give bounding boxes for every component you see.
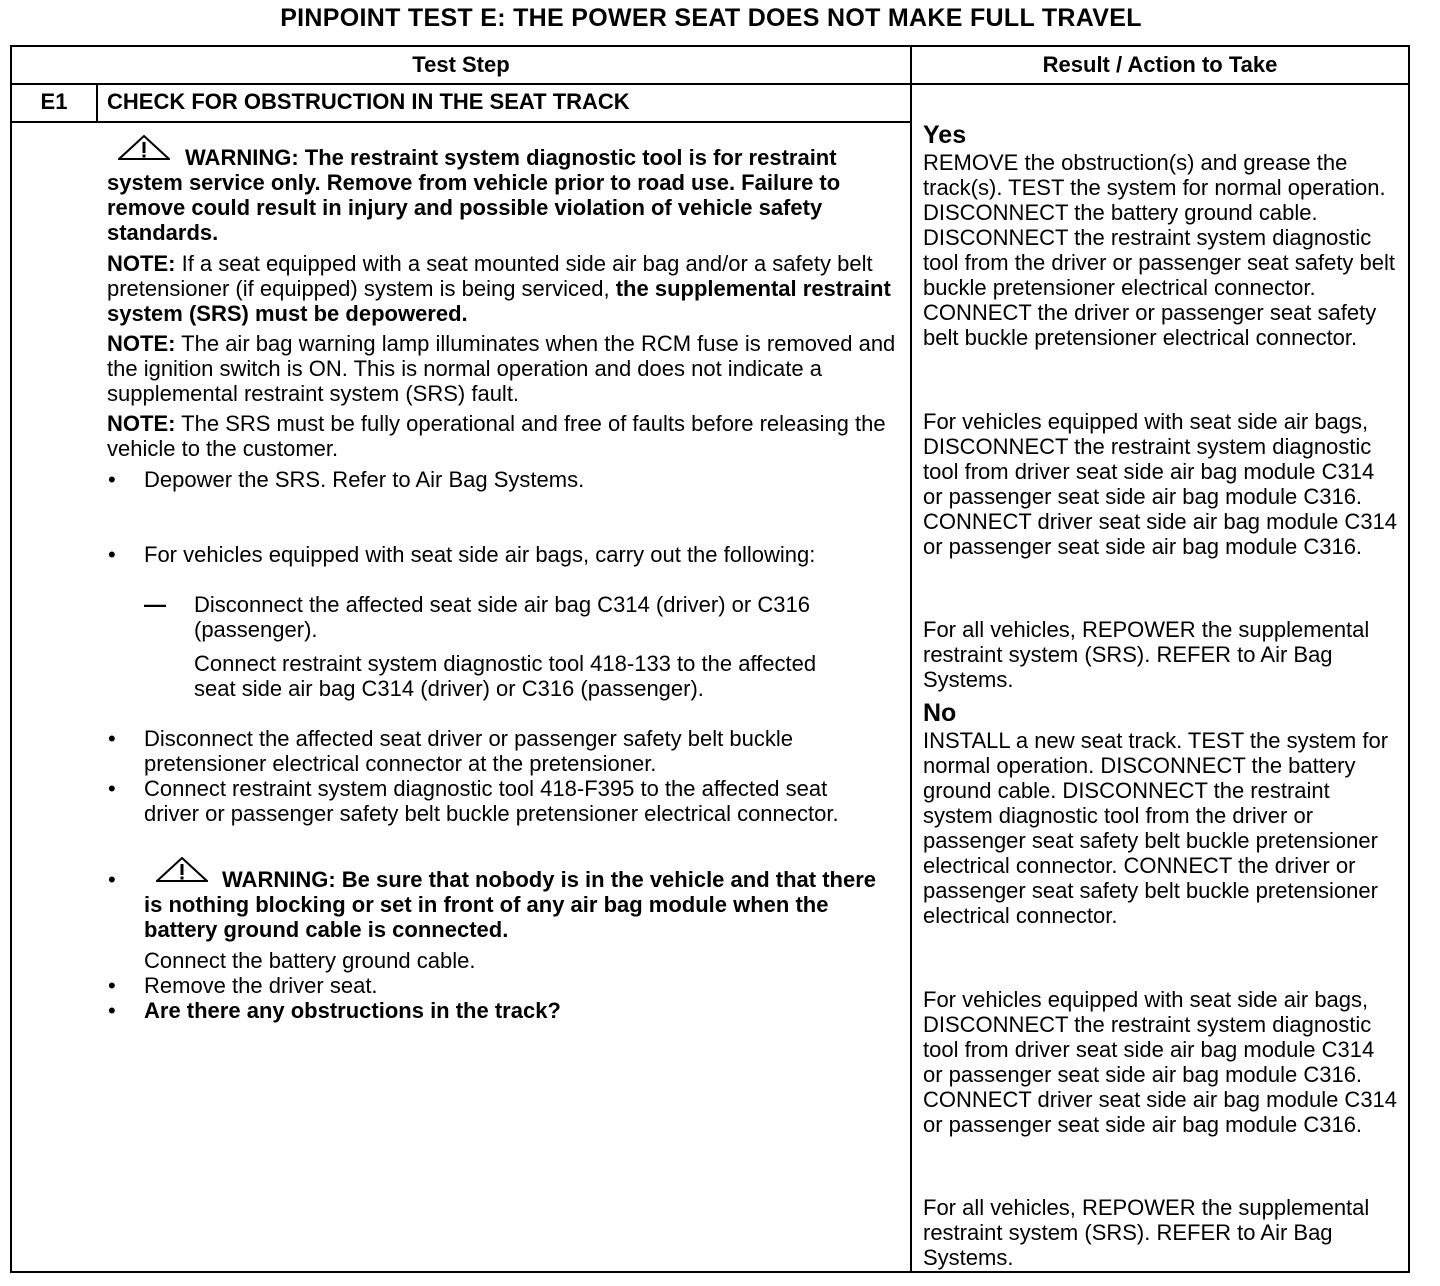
- note-1: [107, 251, 897, 326]
- note-2-text: The air bag warning lamp illuminates when the RCM fuse is removed and the ignition switch is ON. This is normal operation and does not indicate a supplemental restraint system (SRS) fault.: [107, 331, 896, 406]
- warning-2-label: WARNING:: [222, 867, 336, 892]
- bullet-3: Disconnect the affected seat driver or passenger safety belt buckle pretensioner electrical connector at the pretensioner.: [144, 726, 793, 776]
- bullet-mark: •: [108, 998, 116, 1023]
- step-heading-divider: [12, 121, 910, 123]
- note-3-label: NOTE:: [107, 411, 176, 436]
- bullet-mark: •: [108, 973, 116, 998]
- warning-1: [107, 145, 887, 245]
- warning-1-text: The restraint system diagnostic tool is for restraint system service only. Remove from vehicle prior to road use. Failure to remove could result in injury and possible violation of vehicle safety standards.: [107, 145, 841, 245]
- note-2: [107, 331, 897, 406]
- bullet-mark: •: [108, 726, 116, 751]
- bullet-mark: •: [108, 467, 116, 492]
- bullet-6: Remove the driver seat.: [144, 973, 378, 998]
- warning-2: [144, 867, 884, 942]
- yes-paragraph-1: REMOVE the obstruction(s) and grease the track(s). TEST the system for normal operation. DISCONNECT the battery ground cable. DISCONNECT the restraint system diagnostic tool from the driver or passenger seat safety belt buckle pretensioner electrical connector. CONNECT the driver or passenger seat safety belt buckle pretensioner electrical connector.: [923, 150, 1396, 350]
- step-id: E1: [40, 89, 68, 114]
- page-title: PINPOINT TEST E: THE POWER SEAT DOES NOT MAKE FULL TRAVEL: [280, 4, 1142, 32]
- sub-item-2: Connect restraint system diagnostic tool 418-133 to the affected seat side air bag C314 (driver) or C316 (passenger).: [194, 651, 817, 701]
- bullet-7: Are there any obstructions in the track?: [144, 998, 561, 1023]
- note-2-label: NOTE:: [107, 331, 176, 356]
- warning-2-after: Connect the battery ground cable.: [144, 948, 476, 973]
- header-divider: [12, 83, 1408, 85]
- bullet-1: Depower the SRS. Refer to Air Bag Systems.: [144, 467, 585, 492]
- note-1-bold: the supplemental restraint system (SRS) must be depowered.: [107, 276, 891, 326]
- no-paragraph-3: For all vehicles, REPOWER the supplemental restraint system (SRS). REFER to Air Bag Systems.: [923, 1195, 1370, 1270]
- note-1-text: If a seat equipped with a seat mounted side air bag and/or a safety belt pretensioner (if equipped) system is being serviced,: [107, 251, 873, 301]
- bullet-mark: •: [108, 776, 116, 801]
- warning-2-text: Be sure that nobody is in the vehicle and that there is nothing blocking or set in front of any air bag module when the battery ground cable is connected.: [144, 867, 876, 942]
- no-paragraph-1: INSTALL a new seat track. TEST the system for normal operation. DISCONNECT the battery ground cable. DISCONNECT the restraint system diagnostic tool from the driver or passenger seat safety belt buckle pretensioner electrical connector. CONNECT the driver or passenger seat safety belt buckle pretensioner electrical connector.: [923, 728, 1389, 928]
- yes-paragraph-3: For all vehicles, REPOWER the supplemental restraint system (SRS). REFER to Air Bag Systems.: [923, 617, 1370, 692]
- pinpoint-test-table: [10, 45, 1410, 1273]
- yes-paragraph-2: For vehicles equipped with seat side air bags, DISCONNECT the restraint system diagnostic tool from driver seat side air bag module C314 or passenger seat side air bag module C316. CONNECT driver seat side air bag module C314 or passenger seat side air bag module C316.: [923, 409, 1398, 559]
- no-label: No: [923, 699, 957, 727]
- warning-1-label: WARNING:: [185, 145, 299, 170]
- id-divider: [96, 85, 98, 123]
- yes-label: Yes: [923, 121, 967, 149]
- note-3: [107, 411, 897, 461]
- column-divider: [910, 47, 912, 1271]
- no-paragraph-2: For vehicles equipped with seat side air bags, DISCONNECT the restraint system diagnostic tool from driver seat side air bag module C314 or passenger seat side air bag module C316. CONNECT driver seat side air bag module C314 or passenger seat side air bag module C316.: [923, 987, 1398, 1137]
- bullet-mark: •: [108, 542, 116, 567]
- bullet-2: For vehicles equipped with seat side air bags, carry out the following:: [144, 542, 816, 567]
- sub-item-1: Disconnect the affected seat side air bag C314 (driver) or C316 (passenger).: [194, 592, 810, 642]
- dash-mark: —: [144, 592, 166, 617]
- bullet-4: Connect restraint system diagnostic tool 418-F395 to the affected seat driver or passenger safety belt buckle pretensioner electrical connector.: [144, 776, 839, 826]
- step-heading: CHECK FOR OBSTRUCTION IN THE SEAT TRACK: [107, 89, 630, 114]
- bullet-mark: •: [108, 867, 116, 892]
- header-test-step: Test Step: [412, 52, 510, 77]
- note-3-text: The SRS must be fully operational and free of faults before releasing the vehicle to the customer.: [107, 411, 886, 461]
- note-1-label: NOTE:: [107, 251, 176, 276]
- header-result: Result / Action to Take: [1042, 52, 1278, 77]
